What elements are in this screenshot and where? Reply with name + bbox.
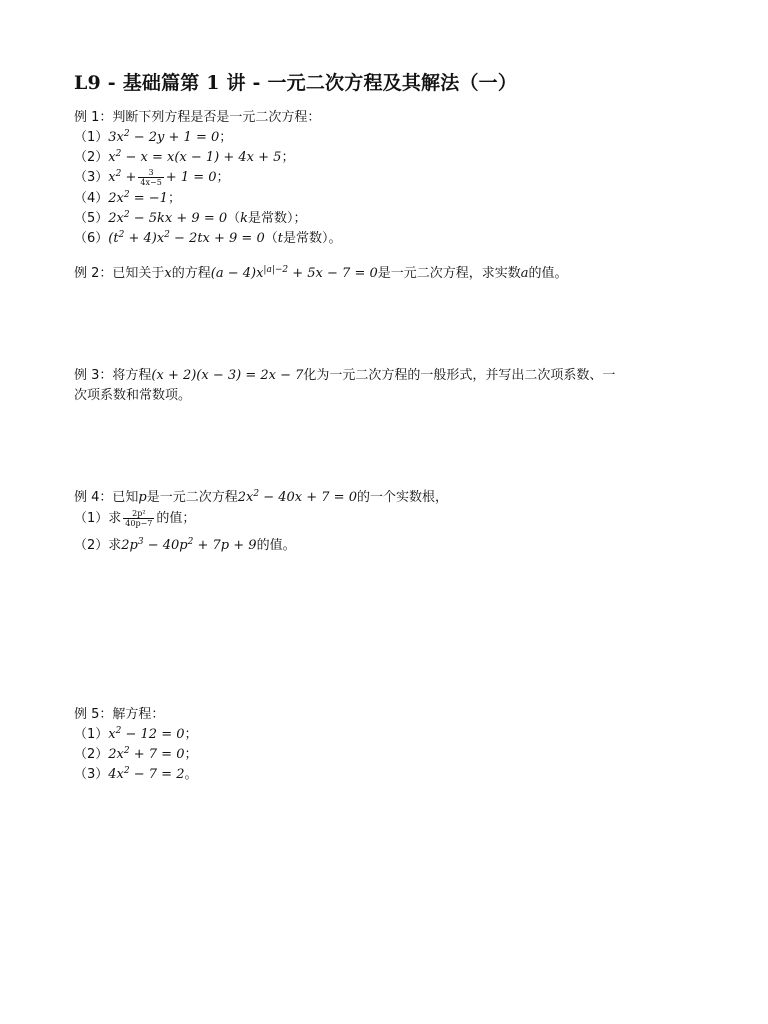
example-2: 例 2：已知关于x的方程$(a - 4)x^{|a|-2} + 5x - 7 = 0$是一元二次方程，求实数a的值。	[74, 265, 568, 281]
example-5-item-3: $(3)4x^2 - 7 = 2$。	[74, 766, 198, 782]
example-4-heading: 例 4：已知p是一元二次方程$2x^2 - 40x + 7 = 0$的一个实数根，	[74, 489, 448, 505]
example-1-item-2: $(2)x^2 - x = x(x - 1) + 4x + 5$；	[74, 149, 295, 165]
example-1-item-5: $(5)2x^2 - 5kx + 9 = 0(k$是常数）；	[74, 210, 307, 226]
fraction-3-over-4x-5: $\frac{3}{4x-5}$	[140, 168, 162, 187]
example-3-line-2: 次项系数和常数项。	[74, 388, 192, 403]
example-1-heading: 例 1：判断下列方程是否是一元二次方程：	[74, 110, 321, 125]
example-5-item-1: $(1)x^2 - 12 = 0$；	[74, 726, 198, 742]
example-5-heading: 例 5：解方程：	[74, 707, 165, 722]
example-1-item-6: $(6)(t^2 + 4)x^2 - 2tx + 9 = 0(t$是常数）。	[74, 230, 342, 246]
example-3-line-1: 例 3：将方程(x + 2)(x − 3) = 2x − 7化为一元二次方程的一般形式，并写出二次项系数、一	[74, 368, 616, 383]
fraction-2p2-over-40p-7: $\frac{\text{2p²}}{40p-7}$	[125, 509, 153, 528]
example-4-item-1: （1）求 $\frac{\text{2p²}}{40p-7}$ 的值；	[74, 509, 196, 528]
example-4-item-2: （2）求$2p^3 - 40p^2 + 7p + 9$的值。	[74, 537, 296, 553]
example-1-item-4: $(4)2x^2 = -1$；	[74, 190, 181, 206]
example-5-item-2: $(2)2x^2 + 7 = 0$；	[74, 746, 198, 762]
page-title: L9 - 基础篇第 1 讲 - 一元二次方程及其解法（一）	[74, 72, 518, 94]
example-1-item-3: $(3)x^2$ + $\frac{3}{4x-5}$ + 1 = 0；	[74, 168, 230, 187]
example-1-item-1: $(1)3x^2 - 2y + 1 = 0$；	[74, 129, 233, 145]
